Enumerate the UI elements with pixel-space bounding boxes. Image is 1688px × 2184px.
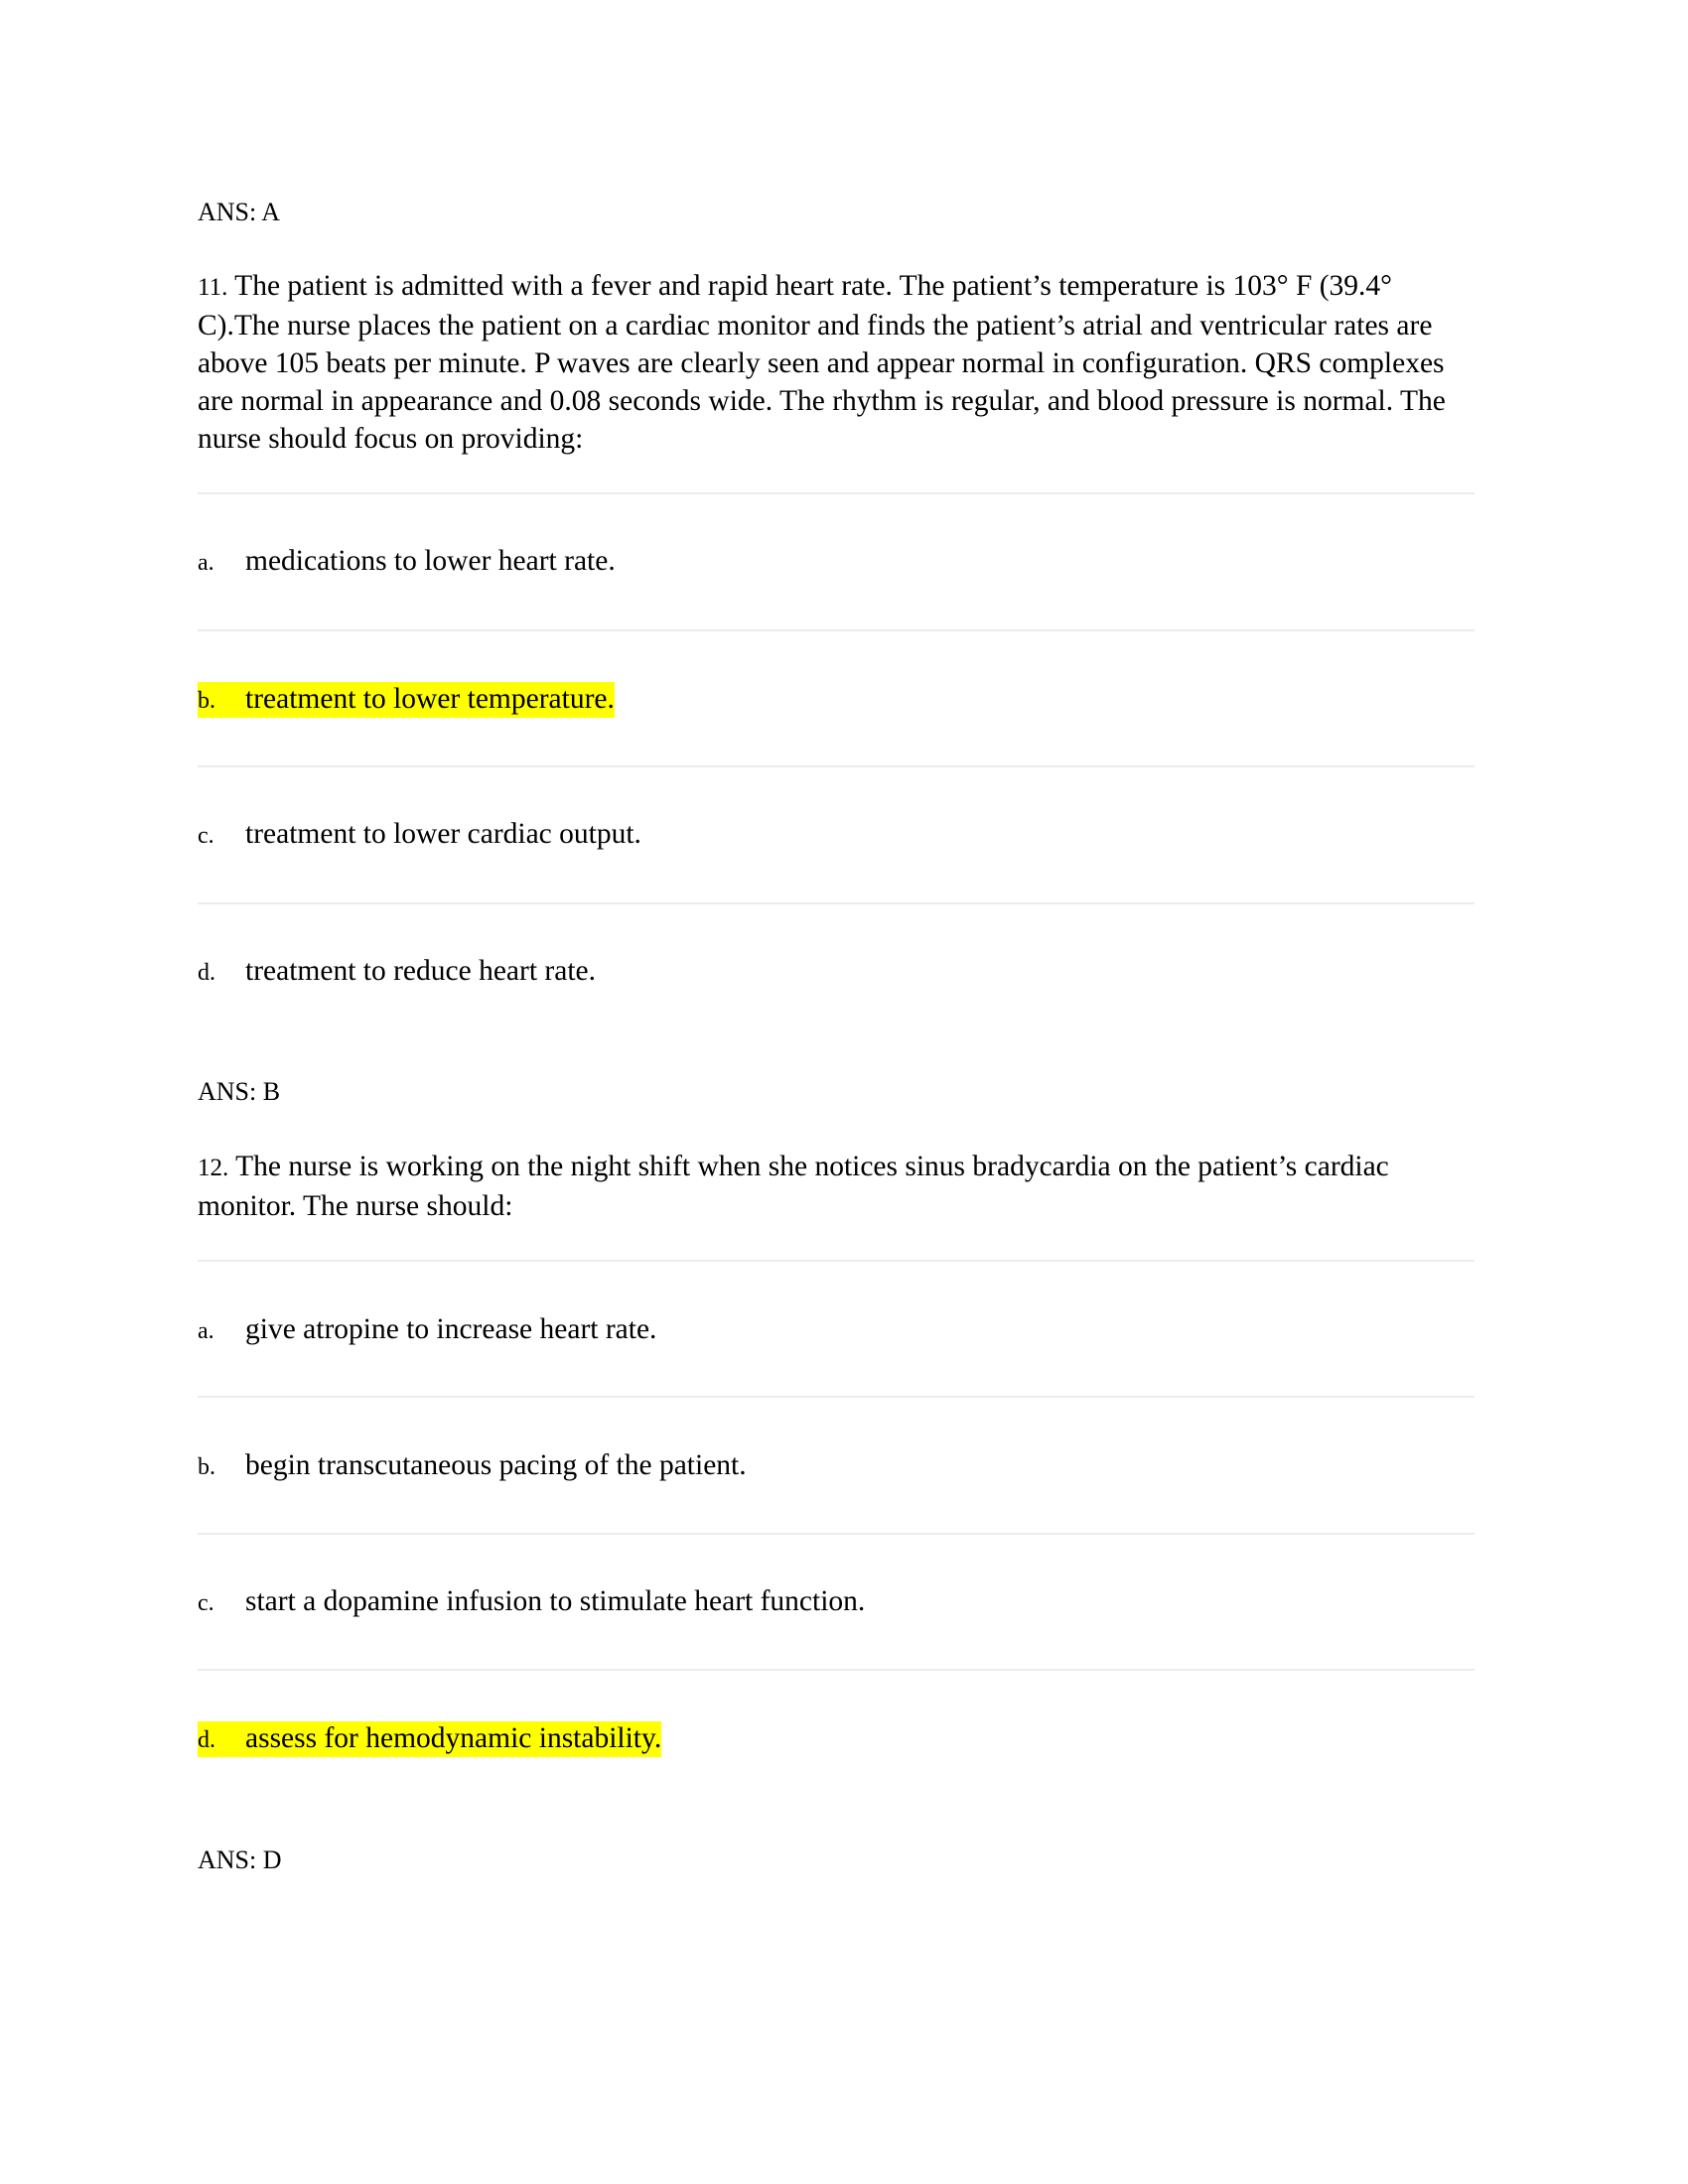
question-text: The patient is admitted with a fever and rapid heart rate. The patient’s temperature is 103° F (39.4° C).The nurse places the patient on a cardiac monitor and finds the patient’s atrial and ventricular rates are above 105 beats per minute. P waves are clearly seen and appear normal in configuration. QRS complexes are normal in appearance and 0.08 seconds wide. The rhythm is regular, and blood pressure is normal. The nurse should focus on providing: [198, 270, 1446, 455]
option-label: c. [198, 1590, 214, 1616]
q12-option-d-highlighted [198, 1721, 661, 1757]
divider [198, 1396, 1475, 1398]
q11-option-c [198, 817, 641, 853]
q11-option-d [198, 954, 596, 990]
question-11 [198, 267, 1478, 458]
divider [198, 1260, 1475, 1262]
divider [198, 902, 1475, 904]
q11-option-a [198, 544, 616, 580]
option-text: treatment to reduce heart rate. [245, 955, 596, 987]
answer-12: ANS: D [198, 1845, 282, 1874]
option-text: treatment to lower temperature. [245, 683, 615, 715]
option-label: c. [198, 823, 214, 849]
question-text: The nurse is working on the night shift when she notices sinus bradycardia on the patient’s cardiac monitor. The nurse should: [198, 1151, 1389, 1222]
option-label: a. [198, 1318, 214, 1344]
divider [198, 765, 1475, 767]
option-label: b. [198, 688, 215, 714]
divider [198, 1533, 1475, 1535]
question-number: 11. [198, 274, 228, 301]
option-text: medications to lower heart rate. [245, 545, 616, 577]
q11-option-b-highlighted [198, 682, 615, 718]
previous-answer: ANS: A [198, 198, 281, 226]
q12-option-b [198, 1448, 747, 1484]
q12-option-c [198, 1584, 865, 1620]
option-label: b. [198, 1454, 215, 1480]
option-text: assess for hemodynamic instability. [245, 1722, 662, 1754]
option-label: d. [198, 960, 215, 986]
option-text: give atropine to increase heart rate. [245, 1313, 657, 1345]
question-12 [198, 1148, 1478, 1225]
divider [198, 629, 1475, 631]
option-text: treatment to lower cardiac output. [245, 818, 641, 850]
question-number: 12. [198, 1155, 229, 1181]
divider [198, 492, 1475, 494]
answer-11: ANS: B [198, 1077, 281, 1106]
divider [198, 1669, 1475, 1671]
option-text: start a dopamine infusion to stimulate heart function. [245, 1585, 866, 1617]
option-label: a. [198, 550, 214, 576]
option-text: begin transcutaneous pacing of the patient. [245, 1449, 747, 1481]
q12-option-a [198, 1312, 656, 1348]
option-label: d. [198, 1727, 215, 1753]
